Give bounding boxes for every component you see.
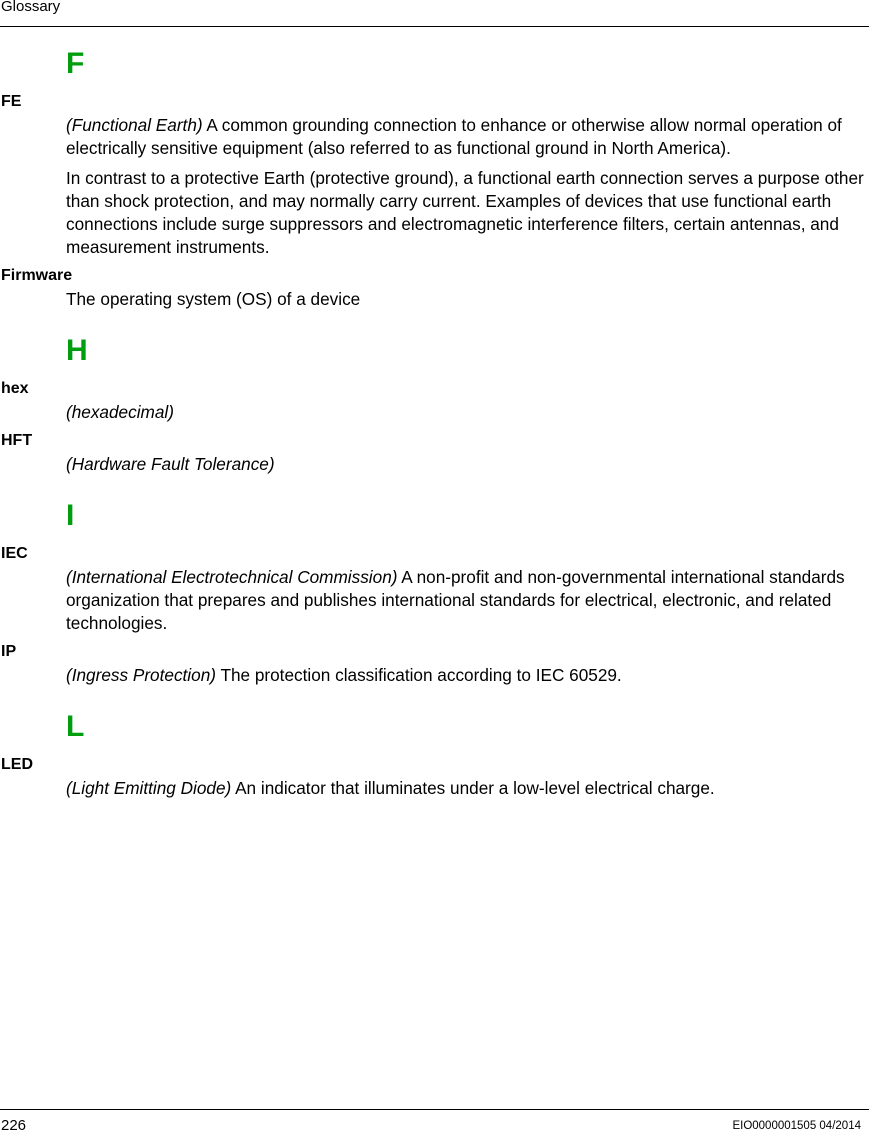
- definition-text: An indicator that illuminates under a low-level electrical charge.: [231, 778, 715, 798]
- page-header: [0, 0, 869, 27]
- term: LED: [1, 756, 33, 773]
- definition-abbr-expansion: (Functional Earth): [66, 115, 203, 135]
- definition: [66, 167, 869, 259]
- glossary-entry-led: [0, 755, 869, 800]
- definition: [66, 777, 869, 800]
- page-footer: [0, 1109, 869, 1134]
- section-f: [0, 46, 869, 311]
- section-letter: I: [66, 499, 75, 532]
- document-reference: EIO0000001505 04/2014: [732, 1120, 861, 1132]
- definition-abbr-expansion: (Hardware Fault Tolerance): [66, 454, 275, 474]
- definition-text: A common grounding connection to enhance or otherwise allow normal operation of electrically sensitive equipment (also referred to as functional ground in North America).: [66, 115, 842, 158]
- definition-abbr-expansion: (hexadecimal): [66, 402, 174, 422]
- section-i: [0, 498, 869, 687]
- term: FE: [1, 93, 22, 110]
- glossary-entry-iec: [0, 544, 869, 635]
- term: IEC: [1, 545, 28, 562]
- definition-text: A non-profit and non-governmental international standards organization that prepares and publishes international standards for electrical, electronic, and related technologies.: [66, 567, 845, 633]
- term: hex: [1, 380, 29, 397]
- definition-text: The operating system (OS) of a device: [66, 289, 361, 309]
- term: IP: [1, 643, 17, 660]
- glossary-entry-hft: [0, 431, 869, 476]
- definition: [66, 401, 869, 424]
- section-letter: L: [66, 710, 85, 743]
- term: Firmware: [1, 267, 73, 284]
- header-title: Glossary: [1, 0, 61, 15]
- definition-text: In contrast to a protective Earth (protective ground), a functional earth connection serves a purpose other than shock protection, and may normally carry current. Examples of devices that use functional earth connections include surge suppressors and electromagnetic interference filters, certain antennas, and measurement instruments.: [66, 168, 864, 257]
- section-letter: F: [66, 47, 85, 80]
- section-l: [0, 709, 869, 800]
- definition-abbr-expansion: (Ingress Protection): [66, 665, 216, 685]
- definition-abbr-expansion: (Light Emitting Diode): [66, 778, 232, 798]
- glossary-entry-firmware: [0, 266, 869, 311]
- glossary-entry-hex: [0, 379, 869, 424]
- definition: [66, 566, 869, 635]
- page-number: 226: [1, 1117, 27, 1134]
- term: HFT: [1, 432, 33, 449]
- definition: [66, 288, 869, 311]
- glossary-content: [0, 46, 869, 814]
- glossary-entry-fe: [0, 92, 869, 259]
- section-letter: H: [66, 334, 88, 367]
- definition: [66, 664, 869, 687]
- section-h: [0, 333, 869, 476]
- definition: [66, 453, 869, 476]
- definition-abbr-expansion: (International Electrotechnical Commission): [66, 567, 398, 587]
- definition: [66, 114, 869, 160]
- glossary-entry-ip: [0, 642, 869, 687]
- definition-text: The protection classification according to IEC 60529.: [215, 665, 622, 685]
